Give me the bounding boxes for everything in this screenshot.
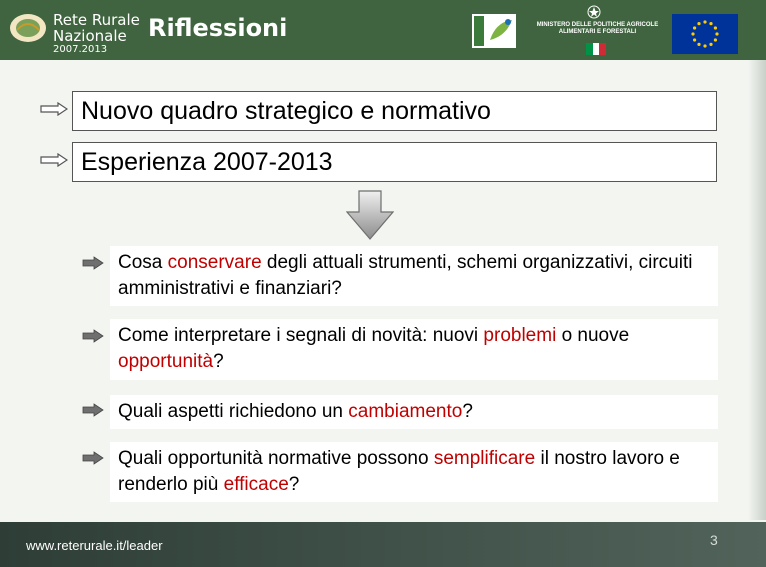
brand-name [53, 12, 140, 44]
question-box [110, 442, 718, 502]
highlight-keyword: semplificare [433, 448, 536, 469]
solid-right-arrow-icon [82, 451, 104, 465]
question-text: degli attuali strumenti, schemi organizzativi, circuiti amministrativi e finanziari? [118, 252, 693, 299]
solid-right-arrow-icon [82, 403, 104, 417]
ministry-line1: MINISTERO DELLE POLITICHE AGRICOLE [536, 22, 659, 28]
question-text: ? [462, 401, 473, 422]
page-number: 3 [710, 532, 718, 548]
topic-box [72, 91, 717, 131]
page-title: Riflessioni [148, 14, 288, 42]
outline-right-arrow-icon [40, 102, 68, 116]
highlight-keyword: opportunità [118, 351, 214, 372]
brand-line2: Nazionale [53, 27, 127, 45]
eu-flag-icon [672, 14, 738, 54]
question-text: Cosa [118, 252, 168, 273]
topic-label: Nuovo quadro strategico e normativo [81, 96, 491, 125]
brand-years: 2007.2013 [53, 44, 108, 55]
right-edge-shade [748, 60, 766, 520]
question-text: Quali opportunità normative possono [118, 448, 434, 469]
solid-right-arrow-icon [82, 256, 104, 270]
question-text: ? [288, 474, 300, 495]
highlight-keyword: conservare [167, 252, 262, 273]
highlight-keyword: problemi [483, 325, 557, 346]
topic-label: Esperienza 2007-2013 [81, 147, 333, 176]
question-box [110, 395, 718, 429]
highlight-keyword: efficace [223, 474, 289, 495]
highlight-keyword: cambiamento [348, 401, 463, 422]
topic-box [72, 142, 717, 182]
question-text: o nuove [556, 325, 630, 346]
question-text: Quali aspetti richiedono un [118, 401, 349, 422]
italian-republic-emblem-icon [586, 4, 602, 20]
brand-line1: Rete Rurale [53, 11, 140, 29]
down-arrow-icon [346, 190, 394, 240]
footer-url: www.reterurale.it/leader [26, 538, 163, 553]
question-text: il nostro lavoro e renderlo più [118, 448, 680, 495]
ministry-line2: ALIMENTARI E FORESTALI [558, 29, 637, 35]
italy-flag-icon [586, 43, 606, 55]
question-text: Come interpretare i segnali di novità: nuovi [118, 325, 484, 346]
leader-logo-icon [472, 14, 516, 48]
ministry-name [535, 22, 660, 36]
question-text: ? [213, 351, 224, 372]
rete-rurale-logo-icon [8, 12, 48, 44]
question-box [110, 246, 718, 306]
question-box [110, 319, 718, 380]
header-bar [0, 0, 766, 60]
solid-right-arrow-icon [82, 329, 104, 343]
footer-bar [0, 522, 766, 567]
outline-right-arrow-icon [40, 153, 68, 167]
